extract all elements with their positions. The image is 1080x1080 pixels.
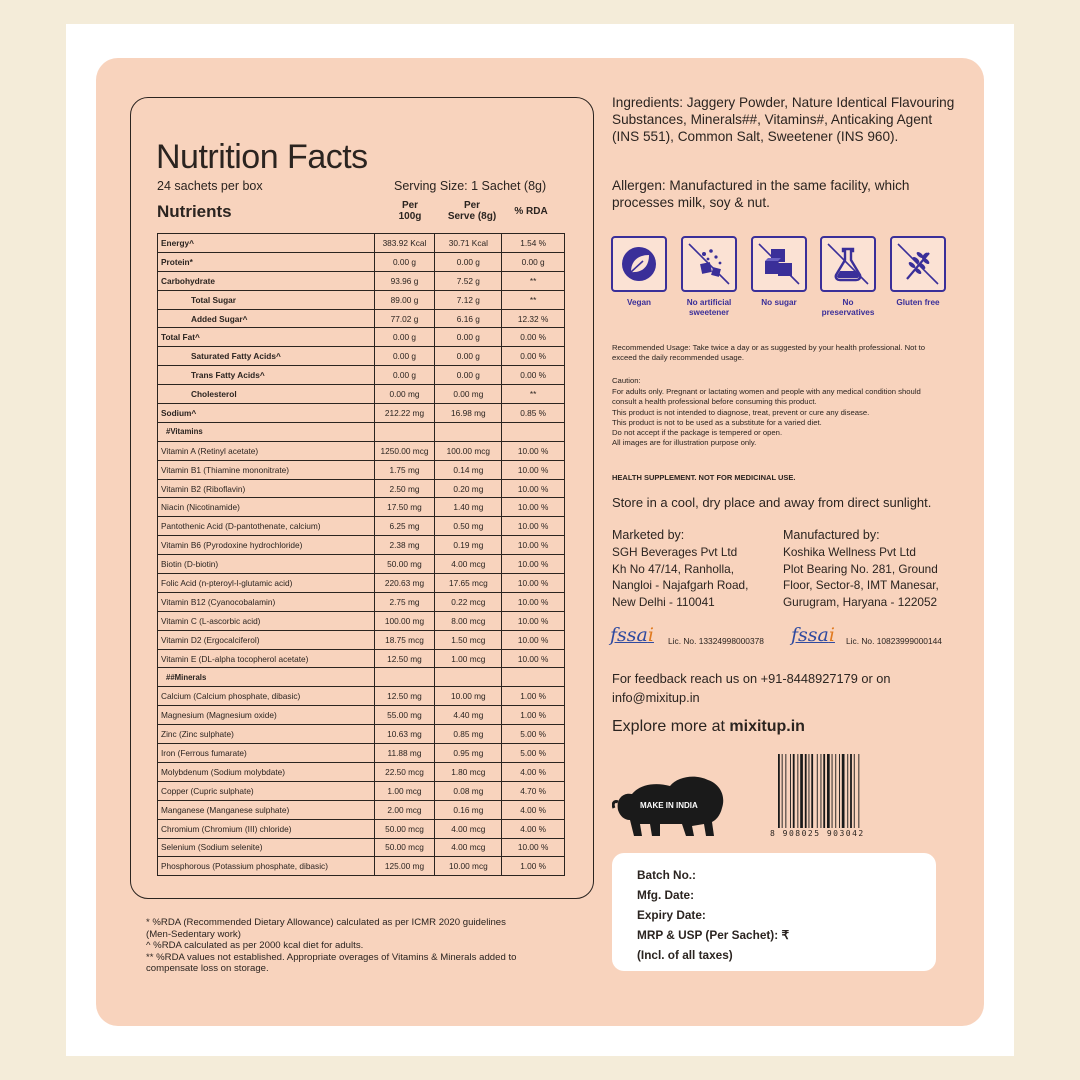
flask-icon [820,236,876,292]
per-serve-value: 8.00 mcg [435,611,502,630]
col-header-per100-l2: 100g [398,211,422,222]
caution-block [612,376,942,448]
rda-value: 10.00 % [502,611,565,630]
explore-prefix: Explore more at [612,718,730,735]
rda-value: 10.00 % [502,517,565,536]
rda-value: 5.00 % [502,725,565,744]
col-header-rda: % RDA [514,206,548,217]
allergen: Allergen: Manufactured in the same facility, which processes milk, soy & nut. [612,178,910,210]
per-100g-value [374,422,435,441]
ingredients: Ingredients: Jaggery Powder, Nature Identical Flavouring Substances, Minerals##, Vitamins#, Anticaking Agent (INS 551), Common Salt, Sweetener (INS 960). [612,95,955,144]
manufactured-line: Floor, Sector-8, IMT Manesar, [783,578,939,593]
table-row [158,290,565,309]
per-100g-value: 89.00 g [374,290,435,309]
nutrient-name: Magnesium (Magnesium oxide) [158,706,375,725]
per-100g-value: 125.00 mg [374,857,435,876]
per-100g-value: 0.00 g [374,366,435,385]
per-100g-value: 93.96 g [374,271,435,290]
footnotes [146,917,596,975]
nutrient-name: Phosphorous (Potassium phosphate, dibasic) [158,857,375,876]
per-100g-value: 2.38 mg [374,536,435,555]
per-100g-value: 11.88 mg [374,744,435,763]
col-header-per-serve [440,200,504,222]
nutrient-name: Vitamin E (DL-alpha tocopherol acetate) [158,649,375,668]
mfg-date: Mfg. Date: [637,888,695,902]
per-100g-value: 77.02 g [374,309,435,328]
marketed-line: SGH Beverages Pvt Ltd [612,545,738,560]
caution-line: All images are for illustration purpose only. [612,438,757,448]
feedback-contact: For feedback reach us on +91-8448927179 or on info@mixitup.in [612,671,891,705]
per-serve-value: 100.00 mcg [435,441,502,460]
nutrient-name: Vitamin B1 (Thiamine mononitrate) [158,460,375,479]
nutrient-name: Zinc (Zinc sulphate) [158,725,375,744]
storage-instructions: Store in a cool, dry place and away from direct sunlight. [612,495,932,510]
rda-value: ** [502,290,565,309]
table-row [158,687,565,706]
caution-line: This product is not intended to diagnose, treat, prevent or cure any disease. [612,407,870,417]
table-row [158,762,565,781]
nutrient-name: Folic Acid (n-pteroyl-l-glutamic acid) [158,574,375,593]
sweetener-icon [681,236,737,292]
rda-value: 4.00 % [502,800,565,819]
rda-value [502,668,565,687]
per-serve-value: 4.00 mcg [435,819,502,838]
nutrient-name: Vitamin B2 (Riboflavin) [158,479,375,498]
rda-value: 4.00 % [502,762,565,781]
per-100g-value: 12.50 mg [374,687,435,706]
table-row [158,744,565,763]
table-row [158,592,565,611]
rda-value: 0.00 % [502,366,565,385]
per-100g-value: 22.50 mcg [374,762,435,781]
table-row [158,366,565,385]
caution-line: For adults only. Pregnant or lactating women and people with any medical condition should consult a health professional before consuming this product. [612,387,921,407]
nutrient-name: Vitamin C (L-ascorbic acid) [158,611,375,630]
per-serve-value [435,422,502,441]
rda-value: 1.00 % [502,687,565,706]
col-header-per100 [385,200,435,222]
nutrient-name: Carbohydrate [158,271,375,290]
per-100g-value: 212.22 mg [374,404,435,423]
marketed-line: New Delhi - 110041 [612,594,715,609]
per-serve-value: 17.65 mcg [435,574,502,593]
per-100g-value [374,668,435,687]
badge-label: No artificial sweetener [686,298,732,317]
table-row [158,498,565,517]
nutrient-name: Calcium (Calcium phosphate, dibasic) [158,687,375,706]
batch-no: Batch No.: [637,868,696,882]
sugar-cubes-icon [751,236,807,292]
table-row [158,725,565,744]
col-header-serve-l2: Serve (8g) [447,211,497,222]
rda-value: 10.00 % [502,536,565,555]
leaf-icon [611,236,667,292]
barcode-icon [778,754,878,828]
nutrient-name: Vitamin B6 (Pyrodoxine hydrochloride) [158,536,375,555]
rda-value: 10.00 % [502,838,565,857]
per-100g-value: 50.00 mg [374,555,435,574]
table-row [158,781,565,800]
marketed-heading: Marketed by: [612,528,685,542]
nutrient-name: Trans Fatty Acids^ [158,366,375,385]
per-serve-value: 1.40 mg [435,498,502,517]
badge-label: Vegan [626,298,652,307]
per-serve-value: 0.19 mg [435,536,502,555]
table-row [158,517,565,536]
nutrient-name: Sodium^ [158,404,375,423]
table-row [158,668,565,687]
nutrient-name: Iron (Ferrous fumarate) [158,744,375,763]
rda-value: 10.00 % [502,649,565,668]
rda-value: 12.32 % [502,309,565,328]
badge-label: No preservatives [821,298,875,317]
badge-row [612,236,952,326]
per-serve-value: 0.14 mg [435,460,502,479]
manufactured-line: Plot Bearing No. 281, Ground [783,561,938,576]
nutrient-name: Chromium (Chromium (III) chloride) [158,819,375,838]
table-row [158,649,565,668]
per-100g-value: 0.00 mg [374,385,435,404]
fssai-logo-text: fssa [610,624,648,646]
make-in-india-lion-icon [612,770,730,842]
per-serve-value: 0.95 mg [435,744,502,763]
per-serve-value: 0.00 mg [435,385,502,404]
explore-site-link[interactable]: mixitup.in [729,718,805,735]
table-row [158,479,565,498]
per-serve-value: 4.00 mcg [435,555,502,574]
batch-info-box [612,853,936,971]
table-row [158,630,565,649]
nutrient-name: Total Sugar [158,290,375,309]
table-row [158,328,565,347]
manufactured-heading: Manufactured by: [783,528,880,542]
per-100g-value: 50.00 mcg [374,838,435,857]
make-in-india-text: MAKE IN INDIA [640,801,698,810]
marketed-line: Nangloi - Najafgarh Road, [612,578,749,593]
manufactured-line: Koshika Wellness Pvt Ltd [783,545,916,560]
per-serve-value: 1.50 mcg [435,630,502,649]
per-100g-value: 2.75 mg [374,592,435,611]
fssai-logo-text: fssa [791,624,829,646]
servings-per-box: 24 sachets per box [157,179,263,193]
table-row [158,252,565,271]
per-serve-value: 0.20 mg [435,479,502,498]
footnote: ** %RDA values not established. Appropriate overages of Vitamins & Minerals added to compensate loss on storage. [146,951,517,975]
nutrient-name: Added Sugar^ [158,309,375,328]
marketed-line: Kh No 47/14, Ranholla, [612,561,734,576]
per-100g-value: 0.00 g [374,328,435,347]
per-100g-value: 10.63 mg [374,725,435,744]
fssai-logo-text-i: i [647,624,654,646]
rda-value: 1.00 % [502,857,565,876]
table-row [158,819,565,838]
serving-size: Serving Size: 1 Sachet (8g) [394,179,547,193]
table-row [158,857,565,876]
manufactured-by [783,527,939,610]
nutrition-table [157,233,565,876]
table-row [158,838,565,857]
per-100g-value: 18.75 mcg [374,630,435,649]
per-100g-value: 0.00 g [374,252,435,271]
per-serve-value: 30.71 Kcal [435,234,502,253]
incl-taxes: (Incl. of all taxes) [637,948,733,962]
mrp: MRP & USP (Per Sachet): ₹ [637,928,789,942]
rda-value: 10.00 % [502,555,565,574]
rda-value [502,422,565,441]
per-serve-value: 4.00 mcg [435,838,502,857]
nutrient-name: Cholesterol [158,385,375,404]
fssai-license-2: Lic. No. 10823999000144 [846,636,942,646]
per-serve-value: 0.00 g [435,366,502,385]
per-serve-value: 6.16 g [435,309,502,328]
table-row [158,611,565,630]
rda-value: 10.00 % [502,441,565,460]
nutrient-name: #Vitamins [158,422,375,441]
per-100g-value: 6.25 mg [374,517,435,536]
rda-value: ** [502,271,565,290]
per-serve-value: 1.80 mcg [435,762,502,781]
per-serve-value: 7.52 g [435,271,502,290]
table-row [158,271,565,290]
per-100g-value: 220.63 mg [374,574,435,593]
badge-label: No sugar [761,298,797,307]
fssai-logo [791,624,835,646]
per-100g-value: 55.00 mg [374,706,435,725]
per-100g-value: 12.50 mg [374,649,435,668]
expiry-date: Expiry Date: [637,908,706,922]
per-100g-value: 100.00 mg [374,611,435,630]
rda-value: 10.00 % [502,574,565,593]
manufactured-line: Gurugram, Haryana - 122052 [783,594,938,609]
nutrient-name: Manganese (Manganese sulphate) [158,800,375,819]
nutrient-name: Biotin (D-biotin) [158,555,375,574]
per-serve-value: 10.00 mcg [435,857,502,876]
badge-vegan [609,236,669,308]
table-row [158,385,565,404]
rda-value: 10.00 % [502,460,565,479]
rda-value: 1.00 % [502,706,565,725]
per-serve-value: 7.12 g [435,290,502,309]
rda-value: 0.00 g [502,252,565,271]
nutrient-name: Saturated Fatty Acids^ [158,347,375,366]
nutrient-name: Protein* [158,252,375,271]
badge-no-sugar [749,236,809,308]
caution-line: This product is not to be used as a substitute for a varied diet. [612,417,822,427]
nutrient-name: Pantothenic Acid (D-pantothenate, calcium) [158,517,375,536]
rda-value: 5.00 % [502,744,565,763]
nutrient-name: Total Fat^ [158,328,375,347]
table-row [158,422,565,441]
badge-no-artificial-sweetener [679,236,739,317]
table-row [158,347,565,366]
fssai-license-1: Lic. No. 13324998000378 [668,636,764,646]
per-serve-value: 0.22 mcg [435,592,502,611]
footnote: * %RDA (Recommended Dietary Allowance) calculated as per ICMR 2020 guidelines (Men-Sedentary work) [146,917,506,940]
nutrient-name: Vitamin B12 (Cyanocobalamin) [158,592,375,611]
rda-value: 0.00 % [502,328,565,347]
col-header-serve-l1: Per [463,200,481,211]
rda-value: 10.00 % [502,592,565,611]
table-row [158,574,565,593]
per-100g-value: 383.92 Kcal [374,234,435,253]
rda-value: 0.00 % [502,347,565,366]
nutrient-name: Niacin (Nicotinamide) [158,498,375,517]
table-row [158,309,565,328]
nutrition-title: Nutrition Facts [156,138,368,176]
table-row [158,536,565,555]
nutrients-heading: Nutrients [157,202,232,221]
per-serve-value: 4.40 mg [435,706,502,725]
per-100g-value: 0.00 g [374,347,435,366]
badge-label: Gluten free [896,298,940,307]
rda-value: ** [502,385,565,404]
fssai-logo [610,624,654,646]
per-serve-value: 0.16 mg [435,800,502,819]
rda-value: 4.70 % [502,781,565,800]
rda-value: 1.54 % [502,234,565,253]
footnote: ^ %RDA calculated as per 2000 kcal diet for adults. [146,940,364,952]
nutrient-name: Vitamin D2 (Ergocalciferol) [158,630,375,649]
table-row [158,441,565,460]
explore-more [612,718,805,736]
recommended-usage: Recommended Usage: Take twice a day or as suggested by your health professional. Not to exceed the daily recommended usage. [612,343,926,363]
caution-line: Do not accept if the package is tempered or open. [612,428,783,438]
rda-value: 10.00 % [502,479,565,498]
per-serve-value: 10.00 mg [435,687,502,706]
per-100g-value: 1250.00 mcg [374,441,435,460]
badge-gluten-free [888,236,948,308]
table-row [158,234,565,253]
per-100g-value: 2.50 mg [374,479,435,498]
nutrient-name: ##Minerals [158,668,375,687]
per-serve-value [435,668,502,687]
caution-heading: Caution: [612,376,641,385]
nutrient-name: Molybdenum (Sodium molybdate) [158,762,375,781]
per-serve-value: 0.85 mg [435,725,502,744]
table-row [158,706,565,725]
per-100g-value: 1.75 mg [374,460,435,479]
rda-value: 10.00 % [502,630,565,649]
per-100g-value: 1.00 mcg [374,781,435,800]
per-100g-value: 50.00 mcg [374,819,435,838]
per-serve-value: 0.00 g [435,328,502,347]
health-supplement-note: HEALTH SUPPLEMENT. NOT FOR MEDICINAL USE. [612,473,796,482]
wheat-icon [890,236,946,292]
rda-value: 10.00 % [502,498,565,517]
badge-no-preservatives [818,236,878,317]
nutrient-name: Copper (Cupric sulphate) [158,781,375,800]
table-row [158,404,565,423]
table-row [158,800,565,819]
per-serve-value: 0.00 g [435,252,502,271]
table-row [158,555,565,574]
rda-value: 0.85 % [502,404,565,423]
nutrient-name: Selenium (Sodium selenite) [158,838,375,857]
col-header-per100-l1: Per [401,200,419,211]
per-serve-value: 0.00 g [435,347,502,366]
per-serve-value: 0.50 mg [435,517,502,536]
table-row [158,460,565,479]
nutrient-name: Vitamin A (Retinyl acetate) [158,441,375,460]
per-100g-value: 17.50 mg [374,498,435,517]
per-serve-value: 1.00 mcg [435,649,502,668]
fssai-logo-text-i: i [828,624,835,646]
barcode-number: 8 908025 903042 [770,829,865,838]
per-serve-value: 0.08 mg [435,781,502,800]
per-serve-value: 16.98 mg [435,404,502,423]
marketed-by [612,527,748,610]
rda-value: 4.00 % [502,819,565,838]
per-100g-value: 2.00 mcg [374,800,435,819]
nutrient-name: Energy^ [158,234,375,253]
